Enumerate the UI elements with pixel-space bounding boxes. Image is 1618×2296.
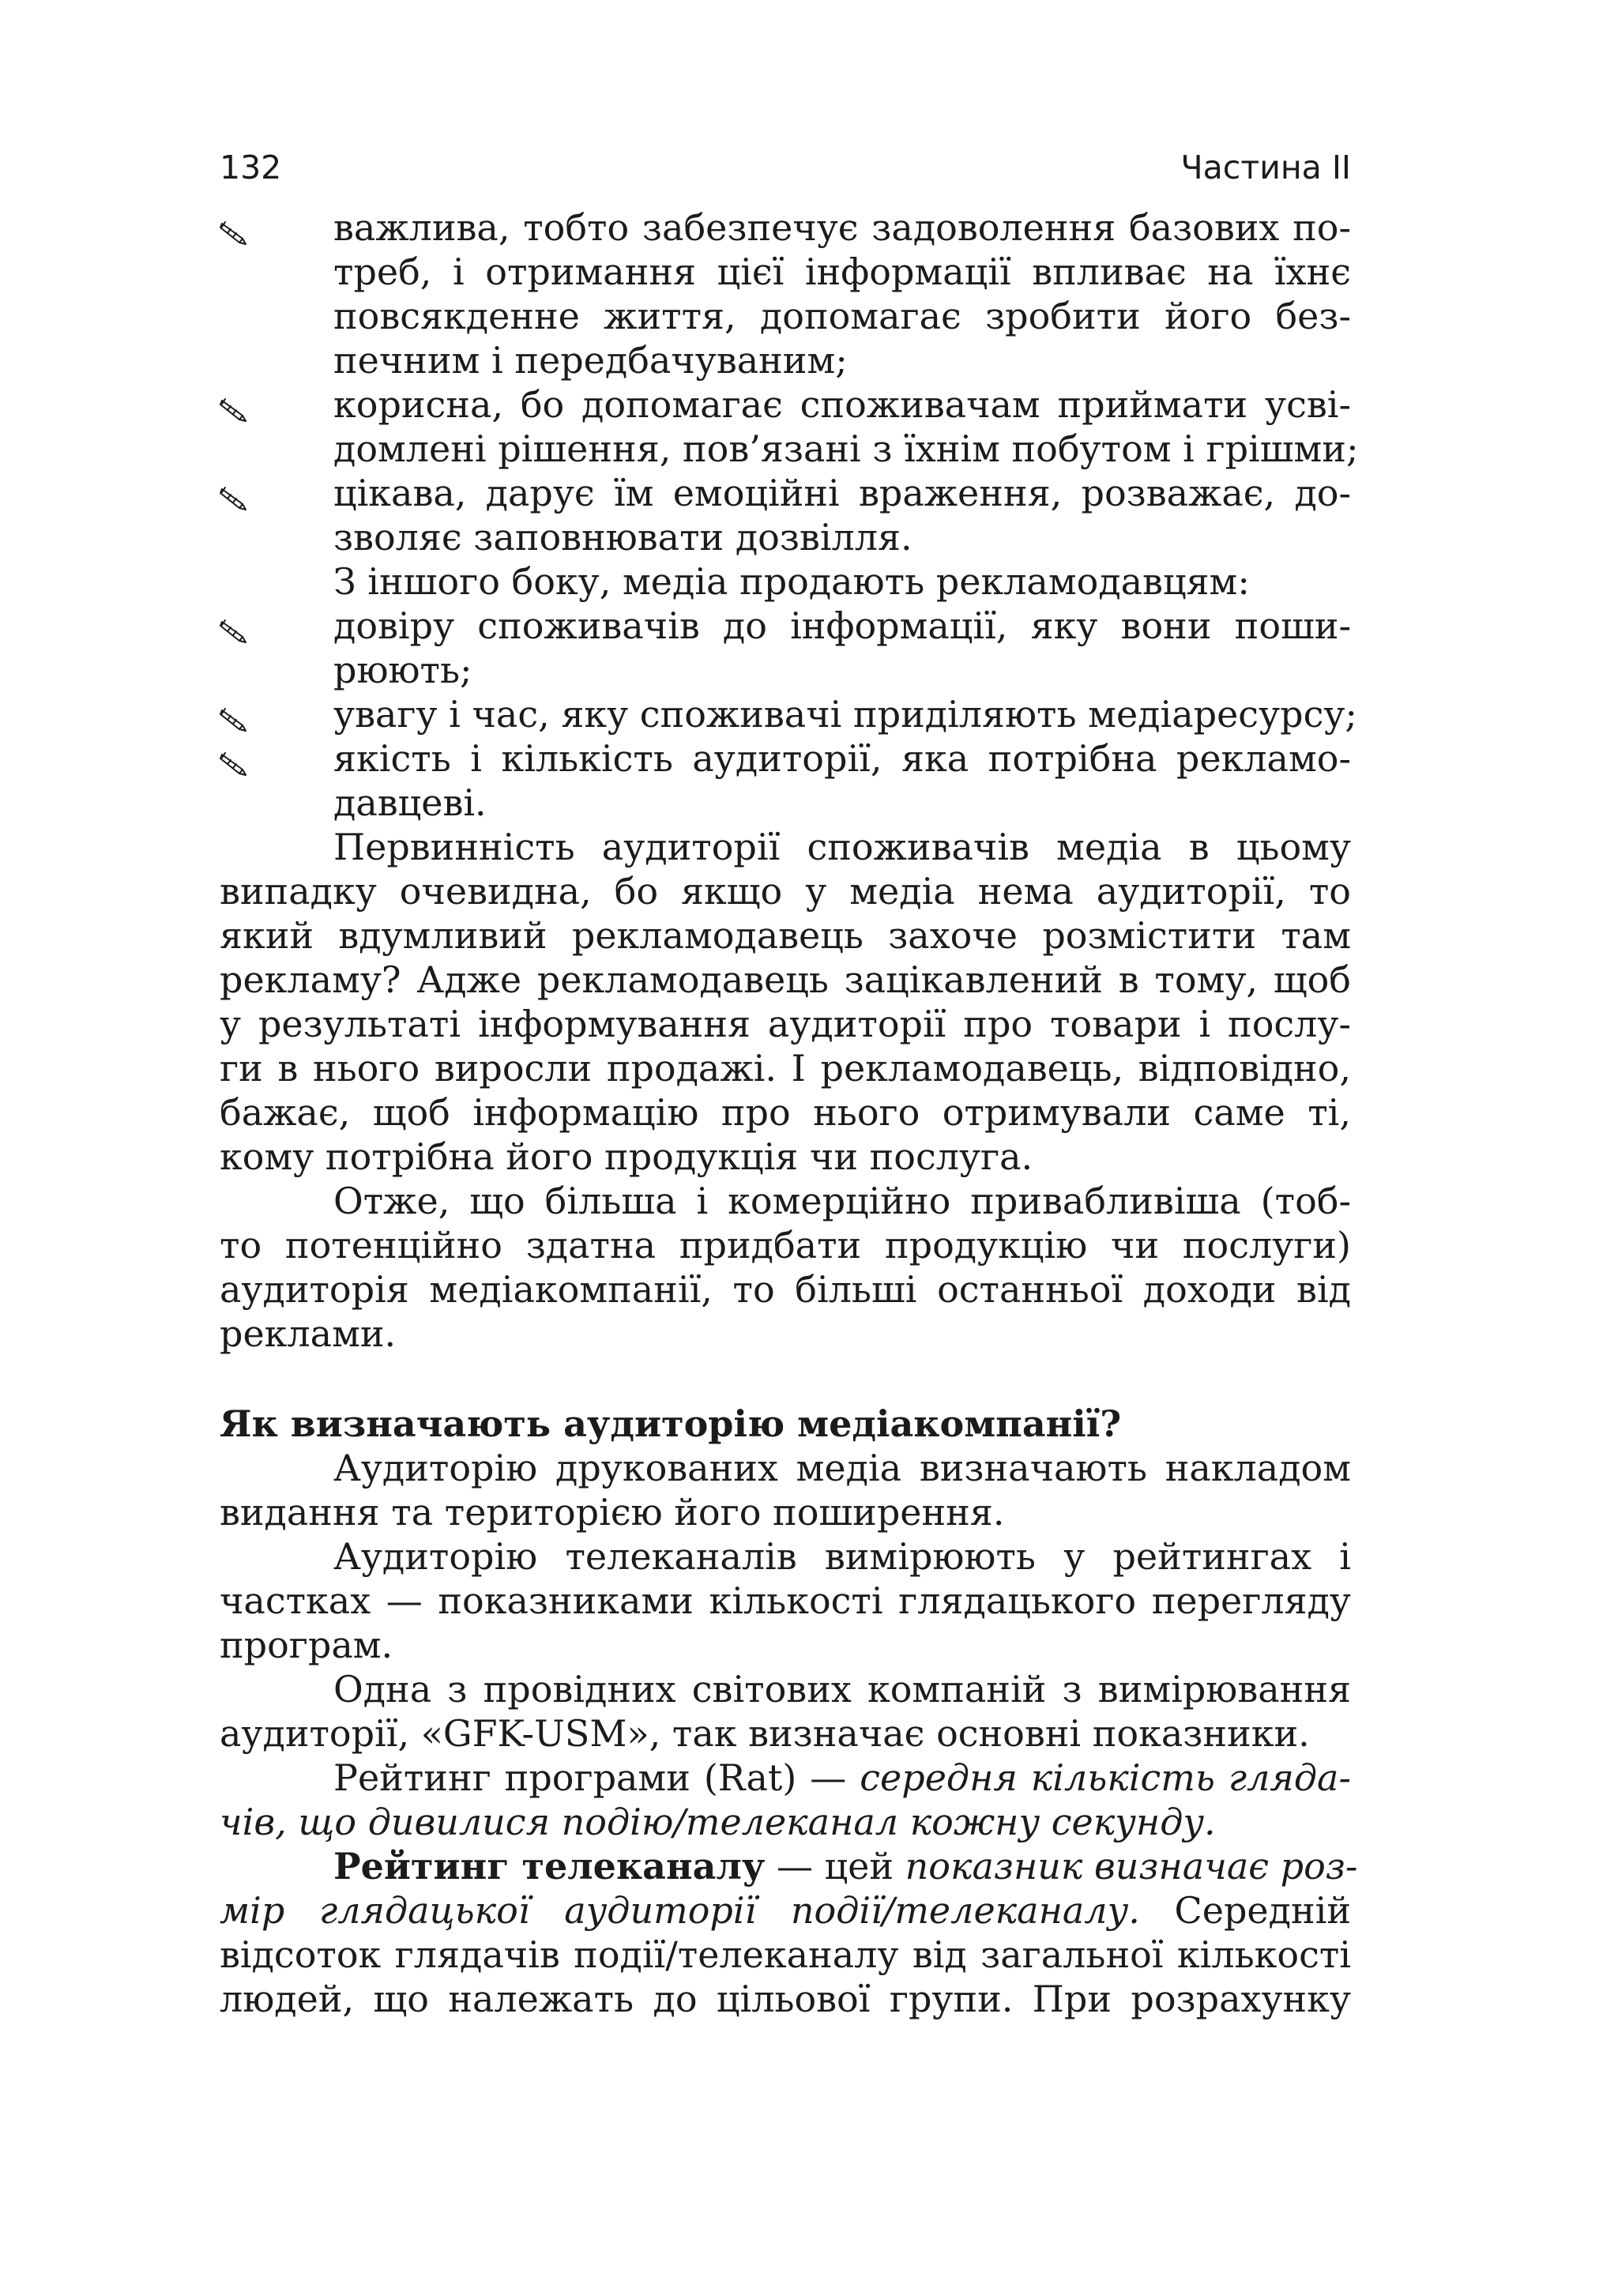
pencil-icon [220, 479, 251, 507]
paragraph-line: видання та територією його поширення. [220, 1491, 1005, 1534]
definition-text: показник визначає роз- [905, 1845, 1358, 1888]
text-line: рюють; [333, 649, 472, 691]
paragraph-line: програм. [220, 1624, 393, 1666]
paragraph-line: Первинність аудиторії споживачів медіа в цьому [333, 826, 1351, 868]
paragraph-line: Одна з провідних світових компаній з вимірювання [333, 1668, 1351, 1711]
list-item: якість і кількість аудиторії, яка потрібна рекламо- [220, 736, 1351, 781]
pencil-icon [220, 612, 251, 640]
text-line: повсякденне життя, допомагає зробити його без- [333, 295, 1351, 337]
paragraph-line: Рейтинг програми (Rat) — середня кількість гляда- [333, 1756, 1351, 1799]
text-line: зволяє заповнювати дозвілля. [333, 516, 912, 559]
paragraph-line: ги в нього виросли продажі. І рекламодавець, відповідно, [220, 1047, 1351, 1090]
section-gap [220, 1356, 1351, 1402]
paragraph-line: аудиторія медіакомпанії, то більші останньої доходи від [220, 1268, 1351, 1311]
paragraph-line: Аудиторію телеканалів вимірюють у рейтингах і [333, 1535, 1351, 1578]
paragraph-line: людей, що належать до цільової групи. При розрахунку [220, 1978, 1351, 2020]
paragraph-line: бажає, щоб інформацію про нього отримували саме ті, [220, 1091, 1351, 1134]
pencil-icon [220, 390, 251, 419]
paragraph-line: який вдумливий рекламодавець захоче розмістити там [220, 914, 1351, 957]
paragraph-line: аудиторії, «GFK-USM», так визначає основні показники. [220, 1712, 1310, 1755]
pencil-icon [220, 213, 251, 242]
paragraph-line: випадку очевидна, бо якщо у медіа нема аудиторії, то [220, 870, 1351, 913]
running-head: Частина II [1180, 149, 1351, 186]
paragraph-line: кому потрібна його продукція чи послуга. [220, 1135, 1033, 1178]
list-item: важлива, тобто забезпечує задоволення базових по- [220, 205, 1351, 250]
pencil-icon [220, 744, 251, 773]
definition-text: чів, що дивилися подію/телеканал кожну секунду. [220, 1801, 1216, 1843]
text-line: печним і передбачуваним; [333, 339, 848, 382]
paragraph-line: рекламу? Адже рекламодавець зацікавлений в тому, щоб [220, 958, 1351, 1001]
paragraph-line [220, 1800, 1351, 1844]
paragraph-line: відсоток глядачів події/телеканалу від загальної кількості [220, 1933, 1351, 1976]
paragraph-line: Аудиторію друкованих медіа визначають накладом [333, 1447, 1351, 1489]
paragraph-line: З іншого боку, медіа продають рекламодавцям: [333, 560, 1250, 603]
paragraph-line: Рейтинг телеканалу — цей показник визначає роз- [333, 1845, 1358, 1888]
text-line: давцеві. [333, 781, 487, 824]
list-item: цікава, дарує їм емоційні враження, розважає, до- [220, 471, 1351, 515]
list-item: корисна, бо допомагає споживачам приймати усві- [220, 382, 1351, 427]
definition-text: середня кількість гляда- [860, 1756, 1351, 1799]
term: Рейтинг телеканалу [333, 1845, 766, 1888]
pencil-icon [220, 700, 251, 728]
definition-text: мір глядацької аудиторії події/телеканалу. [220, 1889, 1140, 1932]
list-item: увагу і час, яку споживачі приділяють медіаресурсу; [220, 692, 1351, 736]
list-item: довіру споживачів до інформації, яку вони поши- [220, 604, 1351, 648]
paragraph-line: реклами. [220, 1312, 397, 1355]
paragraph-line: то потенційно здатна придбати продукцію чи послуги) [220, 1224, 1351, 1267]
paragraph-line: Отже, що більша і комерційно привабливіша (тоб- [333, 1180, 1351, 1222]
paragraph-line: частках — показниками кількості глядацького перегляду [220, 1579, 1351, 1622]
page-number: 132 [220, 149, 282, 186]
paragraph-line: мір глядацької аудиторії події/телеканалу. Середній [220, 1889, 1351, 1932]
paragraph-line: у результаті інформування аудиторії про товари і послу- [220, 1003, 1351, 1045]
page-body [220, 205, 1359, 2021]
section-heading: Як визначають аудиторію медіакомпанії? [220, 1402, 1122, 1445]
text-line: домлені рішення, пов’язані з їхнім побутом і грішми; [333, 427, 1359, 470]
text-line: треб, і отримання цієї інформації впливає на їхнє [333, 250, 1351, 293]
page-header [220, 149, 1351, 190]
